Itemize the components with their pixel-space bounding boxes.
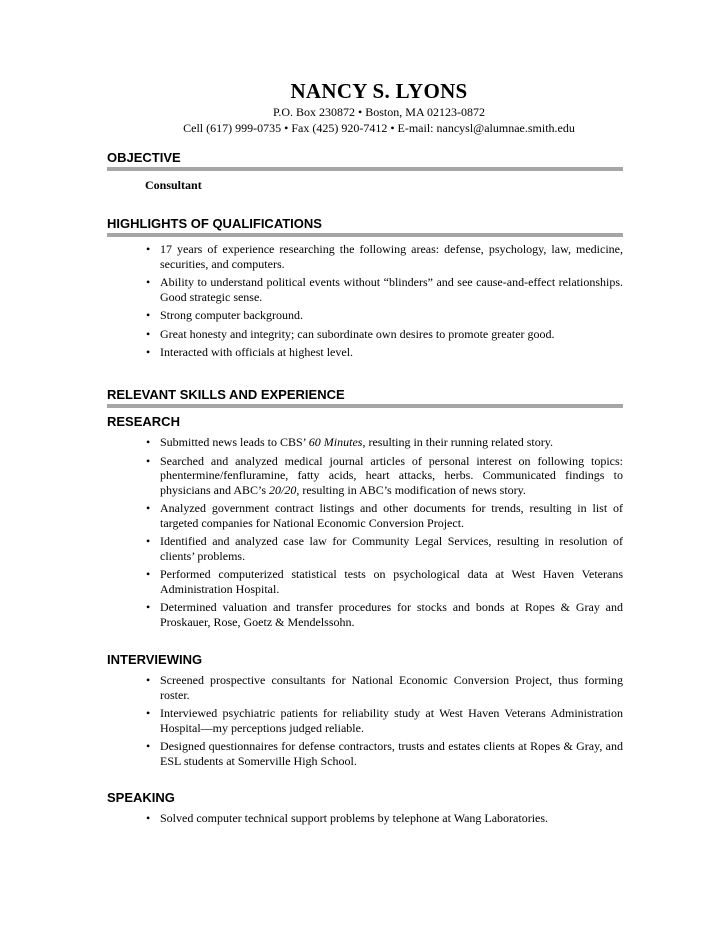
show-title: 60 Minutes — [308, 435, 363, 449]
address-line: P.O. Box 230872 • Boston, MA 02123-0872 — [273, 105, 485, 119]
highlights-heading: HIGHLIGHTS OF QUALIFICATIONS — [107, 216, 623, 237]
list-item: • Interacted with officials at highest level. — [160, 345, 623, 360]
list-item: • Designed questionnaires for defense contractors, trusts and estates clients at Ropes & Gray, and ESL students at Somerville High School. — [160, 739, 623, 768]
speaking-heading: SPEAKING — [107, 790, 175, 805]
highlights-section — [107, 216, 623, 364]
applicant-name: NANCY S. LYONS — [290, 79, 468, 103]
list-item: • Solved computer technical support problems by telephone at Wang Laboratories. — [160, 811, 623, 826]
interviewing-heading: INTERVIEWING — [107, 652, 203, 667]
resume-header — [0, 78, 728, 136]
speaking-list — [107, 811, 623, 826]
interviewing-section — [107, 652, 623, 772]
skills-heading: RELEVANT SKILLS AND EXPERIENCE — [107, 387, 623, 408]
research-section — [107, 414, 623, 633]
list-item: • Analyzed government contract listings and other documents for trends, resulting in list of targeted companies for National Economic Conversion Project. — [160, 501, 623, 530]
objective-heading: OBJECTIVE — [107, 150, 623, 171]
interviewing-list — [107, 673, 623, 768]
list-item: • 17 years of experience researching the following areas: defense, psychology, law, medicine, securities, and computers. — [160, 242, 623, 271]
list-item: • Ability to understand political events without “blinders” and see cause-and-effect relationships. Good strategic sense. — [160, 275, 623, 304]
list-item: • Determined valuation and transfer procedures for stocks and bonds at Ropes & Gray and Proskauer, Rose, Goetz & Mendelssohn. — [160, 600, 623, 629]
list-item: • Strong computer background. — [160, 308, 623, 323]
research-heading: RESEARCH — [107, 414, 180, 429]
list-item: • Searched and analyzed medical journal articles of personal interest on following topics: phentermine/fenfluramine, fatty acids, heart attacks, herbs. Communicated findings to physicians and ABC’s 20/20, resulting in ABC’s modification of news story. — [160, 454, 623, 498]
skills-section — [107, 387, 623, 408]
list-item: • Submitted news leads to CBS’ 60 Minutes, resulting in their running related story. — [160, 435, 623, 450]
show-title: 20/20 — [269, 482, 297, 497]
list-item: • Interviewed psychiatric patients for reliability study at West Haven Veterans Administration Hospital—my perceptions judged reliable. — [160, 706, 623, 735]
contact-line: Cell (617) 999-0735 • Fax (425) 920-7412 • E-mail: nancysl@alumnae.smith.edu — [183, 121, 575, 135]
objective-section — [107, 150, 623, 193]
list-item: • Great honesty and integrity; can subordinate own desires to promote greater good. — [160, 327, 623, 342]
objective-text: Consultant — [145, 178, 202, 192]
list-item: • Identified and analyzed case law for Community Legal Services, resulting in resolution of clients’ problems. — [160, 534, 623, 563]
list-item: • Performed computerized statistical tests on psychological data at West Haven Veterans Administration Hospital. — [160, 567, 623, 596]
list-item: • Screened prospective consultants for National Economic Conversion Project, thus forming roster. — [160, 673, 623, 702]
highlights-list — [107, 242, 623, 360]
research-list — [107, 435, 623, 629]
speaking-section — [107, 790, 623, 830]
